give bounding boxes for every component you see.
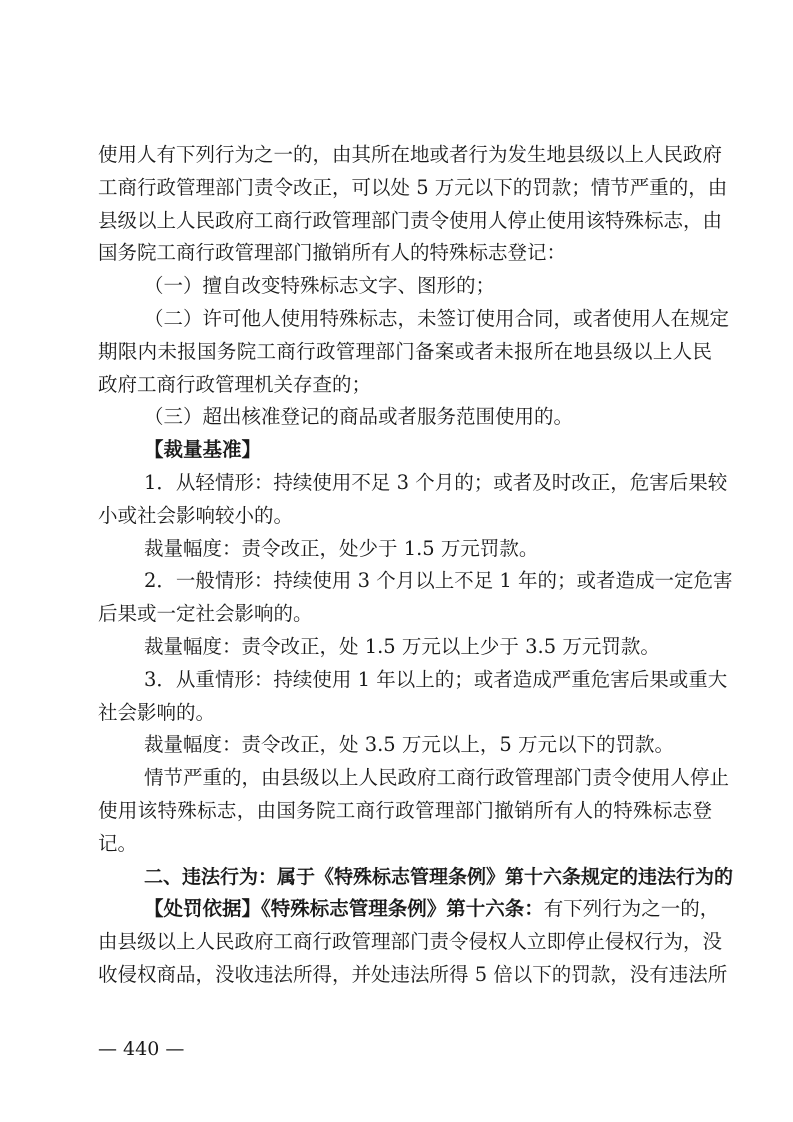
paragraph-line: 使用人有下列行为之一的，由其所在地或者行为发生地县级以上人民政府 [98,143,723,166]
paragraph-line: 政府工商行政管理机关存查的； [98,372,372,396]
penalty-basis [98,893,720,926]
paragraph-line: 县级以上人民政府工商行政管理部门责令使用人停止使用该特殊标志，由 [98,208,723,232]
list-item-3: （三）超出核准登记的商品或者服务范围使用的。 [144,405,574,429]
penalty-range: 裁量幅度：责令改正，处少于 1.5 万元罚款。 [144,536,539,560]
section-heading-discretion: 【裁量基准】 [144,438,262,462]
paragraph-line: 国务院工商行政管理部门撤销所有人的特殊标志登记： [98,241,567,265]
penalty-range: 裁量幅度：责令改正，处 3.5 万元以上，5 万元以下的罚款。 [144,733,675,757]
paragraph-line: 情节严重的，由县级以上人民政府工商行政管理部门责令使用人停止 [144,766,730,790]
paragraph-line: 由县级以上人民政府工商行政管理部门责令侵权人立即停止侵权行为，没 [98,930,723,954]
paragraph-line: 记。 [98,831,138,855]
paragraph-line: 收侵权商品，没收违法所得，并处违法所得 5 倍以下的罚款，没有违法所 [98,962,728,986]
paragraph-line: 社会影响的。 [98,700,216,724]
general-case: 2．一般情形：持续使用 3 个月以上不足 1 年的；或者造成一定危害 [144,569,733,593]
aggravating-case: 3．从重情形：持续使用 1 年以上的；或者造成严重危害后果或重大 [144,667,728,691]
paragraph-line: 小或社会影响较小的。 [98,503,294,527]
paragraph-line: 期限内未报国务院工商行政管理部门备案或者未报所在地县级以上人民 [98,339,712,363]
list-item-1: （一）擅自改变特殊标志文字、图形的； [144,274,496,298]
paragraph-line: 工商行政管理部门责令改正，可以处 5 万元以下的罚款；情节严重的，由 [98,175,728,199]
page-number: — 440 — [98,1038,185,1060]
penalty-basis-label: 【处罚依据】《特殊标志管理条例》第十六条： [144,897,544,921]
paragraph-line: 后果或一定社会影响的。 [98,602,313,626]
paragraph-line: 使用该特殊标志，由国务院工商行政管理部门撤销所有人的特殊标志登 [98,798,712,822]
penalty-range: 裁量幅度：责令改正，处 1.5 万元以上少于 3.5 万元罚款。 [144,634,660,658]
penalty-basis-text: 有下列行为之一的， [543,897,720,921]
list-item-2: （二）许可他人使用特殊标志，未签订使用合同，或者使用人在规定 [144,306,730,330]
section-heading-violation: 二、违法行为：属于《特殊标志管理条例》第十六条规定的违法行为的 [144,865,734,888]
mitigating-case: 1．从轻情形：持续使用不足 3 个月的；或者及时改正，危害后果较 [144,470,728,494]
document-body [98,139,734,992]
